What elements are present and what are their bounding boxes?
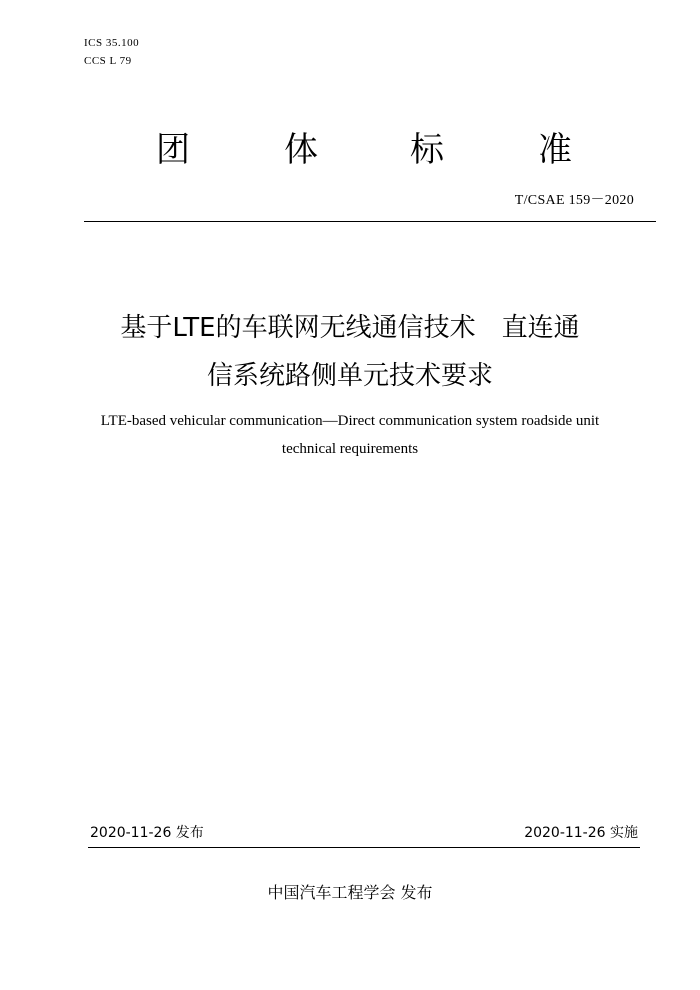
standard-type-char-3: 标 [410, 130, 444, 170]
title-chinese-line-1: 基于LTE的车联网无线通信技术 直连通 [120, 313, 580, 343]
title-english-line-2: technical requirements [281, 441, 419, 457]
ics-code: ICS 35.100 [84, 37, 140, 49]
ccs-code: CCS L 79 [84, 55, 132, 67]
implementation-date: 2020-11-26 实施 [524, 825, 638, 841]
bottom-divider [88, 847, 640, 848]
issue-date: 2020-11-26 发布 [90, 825, 204, 841]
publisher: 中国汽车工程学会 发布 [267, 883, 433, 902]
title-english-line-1: LTE-based vehicular communication—Direct communication system roadside unit [100, 413, 600, 429]
standard-number: T/CSAE 159－2020 [514, 193, 634, 208]
standard-type-char-1: 团 [156, 130, 190, 170]
top-divider [84, 221, 656, 222]
title-chinese-line-2: 信系统路侧单元技术要求 [206, 361, 493, 391]
standard-type-char-2: 体 [284, 130, 318, 170]
standard-type-char-4: 准 [538, 130, 572, 170]
